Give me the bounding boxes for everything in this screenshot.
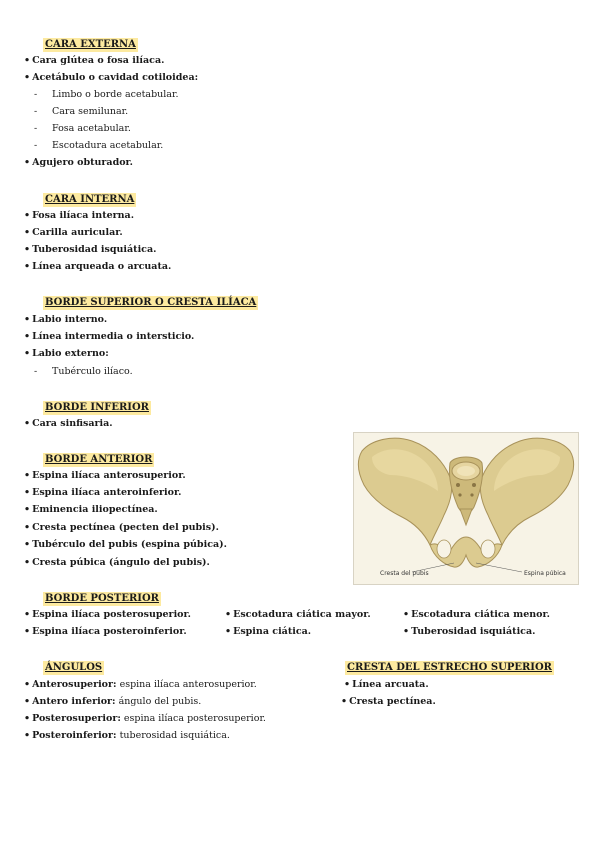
- list-item: • Escotadura ciática menor.: [403, 609, 550, 620]
- sub-list-item: - Cara semilunar.: [34, 106, 129, 117]
- caption-cresta-del-pubis: Cresta del pubis: [380, 570, 429, 577]
- list-item: • Labio externo:: [24, 348, 109, 359]
- list-item: • Cresta púbica (ángulo del pubis).: [24, 557, 210, 568]
- heading-borde-anterior: BORDE ANTERIOR: [45, 454, 153, 465]
- list-item: • Fosa ilíaca interna.: [24, 210, 135, 221]
- list-item: • Espina ilíaca anteroinferior.: [24, 487, 182, 498]
- list-item: • Tuberosidad isquiática.: [403, 626, 536, 637]
- list-item: • Posterosuperior: espina ilíaca posterosuperior.: [24, 713, 266, 724]
- list-item: • Agujero obturador.: [24, 157, 133, 168]
- sub-list-item: - Escotadura acetabular.: [34, 140, 164, 151]
- heading-cara-externa: CARA EXTERNA: [45, 39, 136, 50]
- list-item: • Carilla auricular.: [24, 227, 123, 238]
- heading-borde-superior: BORDE SUPERIOR O CRESTA ILÍACA: [45, 297, 257, 308]
- list-item: • Espina ciática.: [225, 626, 312, 637]
- list-item: • Espina ilíaca posterosuperior.: [24, 609, 191, 620]
- sub-list-item: - Tubérculo ilíaco.: [34, 366, 133, 377]
- pelvis-illustration: [353, 432, 579, 585]
- list-item: • Escotadura ciática mayor.: [225, 609, 371, 620]
- list-item: • Cara sinfisaria.: [24, 418, 113, 429]
- list-item: • Labio interno.: [24, 314, 108, 325]
- list-item: • Cresta pectínea.: [341, 696, 436, 707]
- list-item: • Espina ilíaca posteroinferior.: [24, 626, 187, 637]
- list-item: • Cresta pectínea (pecten del pubis).: [24, 522, 219, 533]
- list-item: • Cara glútea o fosa ilíaca.: [24, 55, 165, 66]
- list-item: • Tubérculo del pubis (espina púbica).: [24, 539, 227, 550]
- sub-list-item: - Fosa acetabular.: [34, 123, 131, 134]
- list-item: • Línea arcuata.: [344, 679, 429, 690]
- list-item: • Antero inferior: ángulo del pubis.: [24, 696, 202, 707]
- list-item: • Anterosuperior: espina ilíaca anterosuperior.: [24, 679, 257, 690]
- heading-angulos: ÁNGULOS: [45, 662, 103, 673]
- list-item: • Acetábulo o cavidad cotiloidea:: [24, 72, 199, 83]
- heading-borde-inferior: BORDE INFERIOR: [45, 402, 149, 413]
- sub-list-item: - Limbo o borde acetabular.: [34, 89, 179, 100]
- list-item: • Posteroinferior: tuberosidad isquiática.: [24, 730, 230, 741]
- list-item: • Espina ilíaca anterosuperior.: [24, 470, 186, 481]
- list-item: • Eminencia iliopectínea.: [24, 504, 158, 515]
- caption-espina-pubica: Espina púbica: [524, 570, 566, 577]
- heading-borde-posterior: BORDE POSTERIOR: [45, 593, 159, 604]
- list-item: • Línea intermedia o intersticio.: [24, 331, 195, 342]
- heading-cara-interna: CARA INTERNA: [45, 194, 135, 205]
- list-item: • Tuberosidad isquiática.: [24, 244, 157, 255]
- list-item: • Línea arqueada o arcuata.: [24, 261, 172, 272]
- pelvis-bone-drawing: [354, 433, 578, 584]
- heading-cresta-estrecho-superior: CRESTA DEL ESTRECHO SUPERIOR: [347, 662, 552, 673]
